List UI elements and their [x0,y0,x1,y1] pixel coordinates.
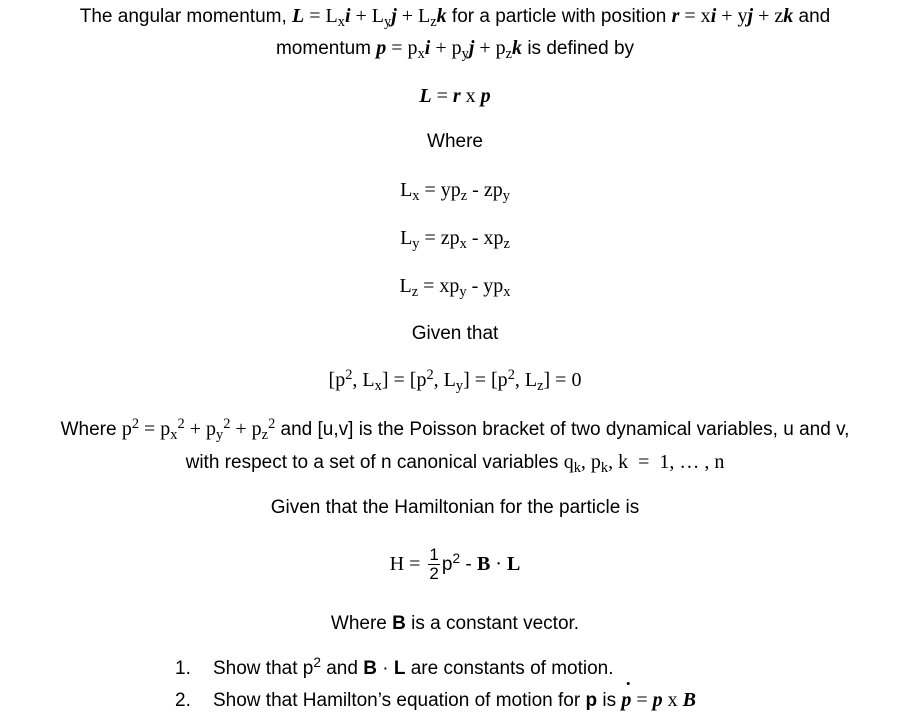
intro-line-2 [0,36,910,61]
vector-p: p [652,689,663,711]
equals-sign: = [304,5,326,27]
question-text: and [320,658,364,679]
lz-equation: $L_z = xp_y - yp_x$ [399,275,511,301]
vector-B: B [682,689,696,711]
cross-x: x [662,689,683,711]
p-dot: ˙ p [621,688,631,712]
intro-line-1 [0,4,910,29]
where-heading-1: Where [427,131,483,152]
angular-momentum-components: $L_xi + L_yj + L_zk$ [325,5,447,31]
vector-B: B [363,658,377,679]
list-number: 2. [175,690,191,711]
momentum-components: = $p_xi + p_yj + p_zk$ [386,37,523,63]
list-number: 1. [175,658,191,679]
symbol-L: L [292,5,305,27]
cross-p: p [480,85,491,107]
ly-equation: $L_y = zp_x - xp_z$ [400,227,510,253]
question-2 [175,688,696,713]
given-heading-1: Given that [411,323,499,344]
intro-text: The angular momentum, [79,6,293,27]
hamiltonian-B: B [476,553,491,575]
where-p-squared-line [0,417,910,442]
question-1 [175,657,614,681]
where-b-text: Where [330,613,393,634]
vector-B: B [392,613,406,634]
cross-x: x [460,85,481,107]
canonical-variables: $q_k$, $p_k$, k = 1, … , n [563,451,725,477]
fraction-denominator: 2 [429,564,439,584]
lx-equation: $L_x = yp_z - zp_y$ [400,179,510,205]
constant-vector-line [0,612,910,636]
intro-text-2: for a particle with position [446,6,672,27]
constant-vector-text: is a constant vector. [405,613,580,634]
p-squared-definition: $p^2 = p_x^2 + p_y^2 + p_z^2$ [121,415,276,444]
defined-text: is defined by [522,38,635,59]
vector-p: p [585,690,598,711]
superscript: 2 [313,655,321,671]
canonical-text: with respect to a set of n canonical variables [185,452,564,473]
vector-L: L [393,658,406,679]
where-p2-text: Where [60,419,122,440]
cross-r: r [452,85,461,107]
position-components: = xi + yj + zk [679,5,794,27]
fraction-numerator: 1 [429,545,439,565]
question-text: is [597,690,622,711]
p-squared-term: $p^2$ [441,551,461,575]
hamiltonian-equation [0,544,910,585]
symbol-r: r [671,5,680,27]
question-text: are constants of motion. [405,658,614,679]
dot-operator: · [490,553,507,575]
minus-sign: - [460,554,477,575]
cross-product-equation [0,84,910,109]
question-text: Show that p [213,658,314,679]
question-text: Show that Hamilton’s equation of motion for [213,690,586,711]
symbol-p: p [376,37,387,59]
dot-operator: · [376,658,394,679]
cross-equals: = [431,85,453,107]
one-half-fraction [428,546,439,583]
hamiltonian-H: H = [389,553,426,575]
given-heading-2: Given that the Hamiltonian for the particle is [270,497,640,518]
cross-L: L [419,85,432,107]
equals-sign: = [631,689,653,711]
canonical-variables-line [0,450,910,475]
hamiltonian-L: L [506,553,521,575]
momentum-text: momentum [275,38,377,59]
p-term: p [441,554,453,575]
poisson-definition-text: and [u,v] is the Poisson bracket of two dynamical variables, u and v, [275,419,850,440]
poisson-bracket-equation: [$p^2$, $L_x] = [p^2$, $L_y] = [p^2$, $L_z] = 0$ [328,366,582,395]
intro-text-3: and [793,6,831,27]
